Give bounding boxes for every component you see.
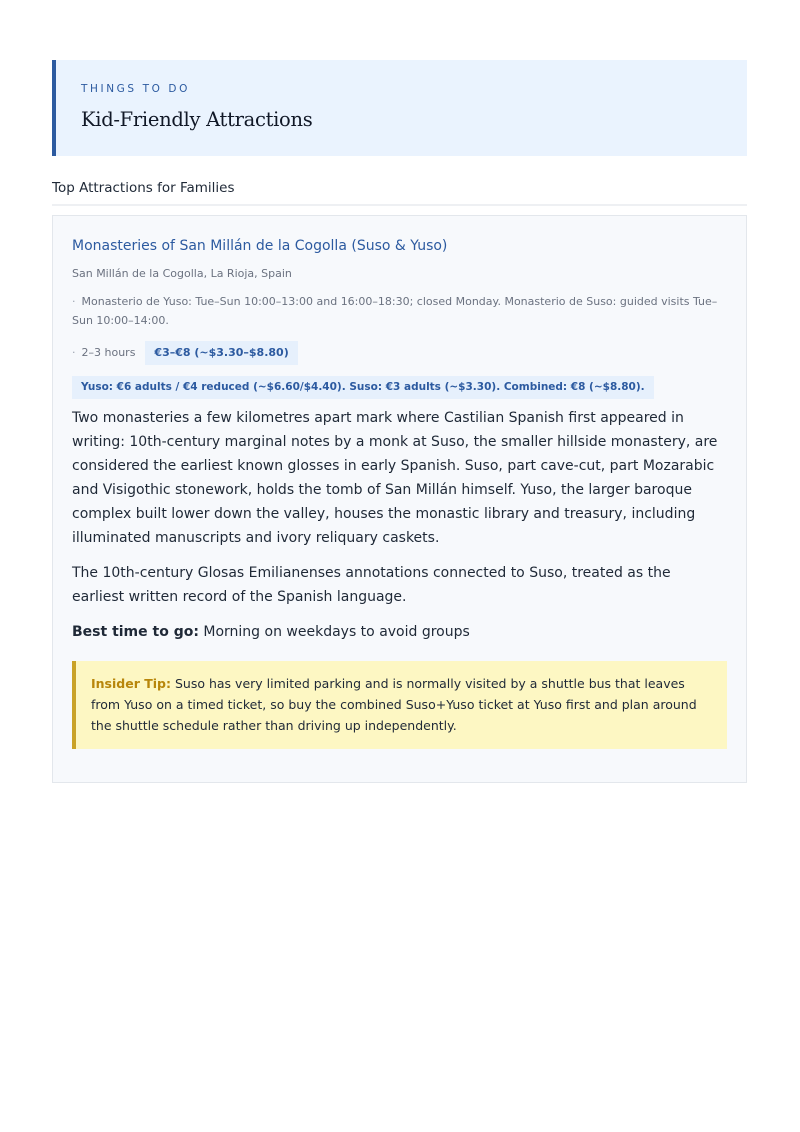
attraction-description: Two monasteries a few kilometres apart mark where Castilian Spanish first appeared in writing: 10th-century marginal notes by a monk at Suso, the smaller hillside monastery, are considered the earliest known glosses in early Spanish. Suso, part cave-cut, part Mozarabic and Visigothic stonework, holds the tomb of San Millán himself. Yuso, the larger baroque complex built lower down the valley, houses the monastic library and treasury, including illuminated manuscripts and ivory reliquary caskets. bbox=[72, 410, 718, 546]
insider-tip-text: Suso has very limited parking and is normally visited by a shuttle bus that leaves from Yuso on a timed ticket, so buy the combined Suso+Yuso ticket at Yuso first and plan around the shuttle schedule rather than driving up independently. bbox=[91, 676, 697, 733]
page bbox=[52, 60, 747, 783]
duration-text: 2–3 hours bbox=[81, 346, 136, 359]
header-banner bbox=[52, 60, 747, 156]
price-detail-badge: Yuso: €6 adults / €4 reduced (~$6.60/$4.40). Suso: €3 adults (~$3.30). Combined: €8 (~$8.80). bbox=[72, 376, 654, 399]
meta-row bbox=[72, 341, 727, 365]
price-badge: €3–€8 (~$3.30–$8.80) bbox=[145, 341, 297, 365]
attraction-card bbox=[52, 215, 747, 783]
attraction-location: San Millán de la Cogolla, La Rioja, Spain bbox=[72, 267, 292, 280]
best-time-text: Morning on weekdays to avoid groups bbox=[203, 624, 470, 640]
bullet-dot-icon: · bbox=[72, 295, 76, 308]
opening-hours-text: Monasterio de Yuso: Tue–Sun 10:00–13:00 and 16:00–18:30; closed Monday. Monasterio de Suso: guided visits Tue–Sun 10:00–14:00. bbox=[72, 295, 718, 327]
section-heading: Top Attractions for Families bbox=[52, 179, 747, 206]
eyebrow-label: THINGS TO DO bbox=[81, 83, 190, 95]
insider-tip bbox=[72, 661, 727, 749]
best-time bbox=[72, 620, 727, 644]
insider-tip-label: Insider Tip: bbox=[91, 676, 171, 691]
attraction-title[interactable]: Monasteries of San Millán de la Cogolla (Suso & Yuso) bbox=[72, 238, 448, 254]
duration bbox=[72, 345, 135, 361]
page-title: Kid-Friendly Attractions bbox=[81, 108, 313, 131]
opening-hours bbox=[72, 292, 727, 330]
best-time-label: Best time to go: bbox=[72, 624, 199, 640]
bullet-dot-icon: · bbox=[72, 346, 76, 359]
attraction-highlight: The 10th-century Glosas Emilianenses annotations connected to Suso, treated as the earliest written record of the Spanish language. bbox=[72, 565, 671, 605]
